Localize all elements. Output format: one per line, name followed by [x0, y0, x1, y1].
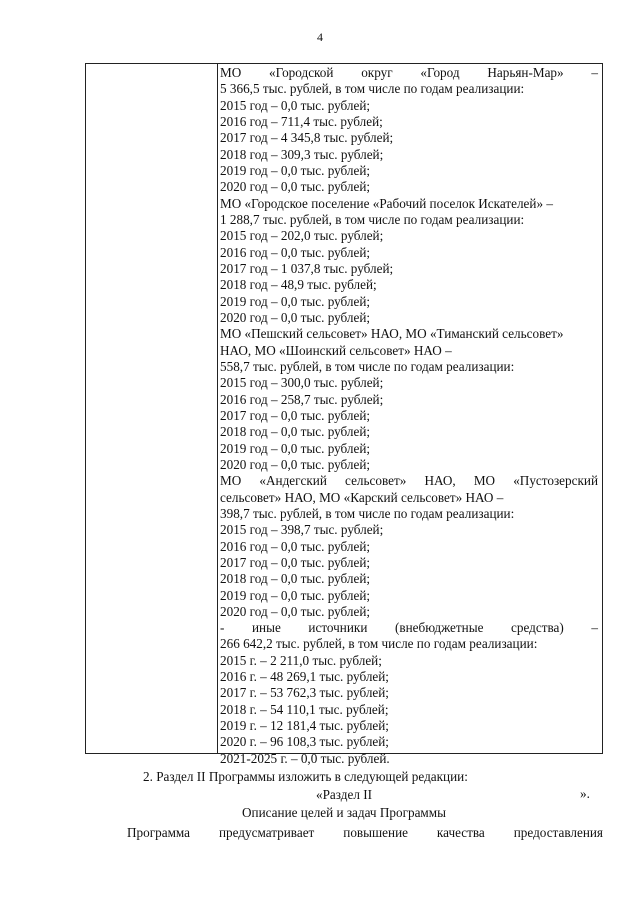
- table-line: 2020 год – 0,0 тыс. рублей;: [220, 603, 371, 619]
- table-line: 2020 г. – 96 108,3 тыс. рублей;: [220, 734, 389, 750]
- table-line: 2015 год – 398,7 тыс. рублей;: [220, 522, 384, 538]
- section-title: «Раздел II: [316, 787, 372, 802]
- table-line: 5 366,5 тыс. рублей, в том числе по годам реализации:: [220, 81, 525, 97]
- body-paragraph-first-line: Программа предусматривает повышение качества предоставления: [127, 825, 603, 840]
- table-line: 2015 г. – 2 211,0 тыс. рублей;: [220, 652, 382, 668]
- section-subtitle: Описание целей и задач Программы: [242, 805, 446, 820]
- table-right-cell: [220, 65, 598, 767]
- table-line: 2016 год – 258,7 тыс. рублей;: [220, 391, 384, 407]
- table-line: МО «Пешский сельсовет» НАО, МО «Тиманский сельсовет»: [220, 326, 564, 342]
- table-line: 2017 год – 0,0 тыс. рублей;: [220, 407, 371, 423]
- table-line: 558,7 тыс. рублей, в том числе по годам реализации:: [220, 358, 515, 374]
- table-line: МО «Городской округ «Город Нарьян-Мар» –: [220, 65, 598, 80]
- content-table: [85, 63, 603, 766]
- table-line: 2019 год – 0,0 тыс. рублей;: [220, 162, 371, 178]
- table-line: 2019 год – 0,0 тыс. рублей;: [220, 440, 371, 456]
- table-line: 266 642,2 тыс. рублей, в том числе по годам реализации:: [220, 636, 538, 652]
- table-line: 2020 год – 0,0 тыс. рублей;: [220, 456, 371, 472]
- table-line: 2020 год – 0,0 тыс. рублей;: [220, 309, 371, 325]
- table-line: МО «Андегский сельсовет» НАО, МО «Пустозерский: [220, 473, 598, 489]
- table-line: 2019 г. – 12 181,4 тыс. рублей;: [220, 718, 389, 734]
- table-line: 2016 год – 0,0 тыс. рублей;: [220, 538, 371, 554]
- table-line: 2017 год – 4 345,8 тыс. рублей;: [220, 130, 394, 146]
- table-line: - иные источники (внебюджетные средства) –: [220, 620, 598, 636]
- table-line: 2015 год – 0,0 тыс. рублей;: [220, 97, 371, 113]
- table-line: 2019 год – 0,0 тыс. рублей;: [220, 587, 371, 603]
- table-line: 2017 год – 1 037,8 тыс. рублей;: [220, 260, 394, 276]
- page-number: 4: [317, 30, 323, 44]
- table-line: 2018 год – 0,0 тыс. рублей;: [220, 571, 371, 587]
- section-text: [85, 769, 603, 841]
- table-line: 1 288,7 тыс. рублей, в том числе по годам реализации:: [220, 211, 525, 227]
- table-line: 2018 год – 48,9 тыс. рублей;: [220, 277, 377, 293]
- table-line: 2018 г. – 54 110,1 тыс. рублей;: [220, 701, 389, 717]
- section-instruction: 2. Раздел II Программы изложить в следующей редакции:: [143, 769, 468, 784]
- table-line: 2018 год – 309,3 тыс. рублей;: [220, 146, 384, 162]
- closing-quote: ».: [580, 786, 590, 801]
- table-line: 2017 г. – 53 762,3 тыс. рублей;: [220, 685, 389, 701]
- table-line: 2015 год – 300,0 тыс. рублей;: [220, 375, 384, 391]
- table-line: 2018 год – 0,0 тыс. рублей;: [220, 424, 371, 440]
- table-line: МО «Городское поселение «Рабочий поселок Искателей» –: [220, 195, 553, 211]
- table-line: 2017 год – 0,0 тыс. рублей;: [220, 554, 371, 570]
- table-line: 2020 год – 0,0 тыс. рублей;: [220, 179, 371, 195]
- table-line: НАО, МО «Шоинский сельсовет» НАО –: [220, 342, 452, 358]
- table-line: 2016 г. – 48 269,1 тыс. рублей;: [220, 669, 389, 685]
- table-line: 2019 год – 0,0 тыс. рублей;: [220, 293, 371, 309]
- table-line: 398,7 тыс. рублей, в том числе по годам реализации:: [220, 505, 515, 521]
- table-line: 2015 год – 202,0 тыс. рублей;: [220, 228, 384, 244]
- table-column-divider: [217, 64, 218, 753]
- table-line: 2016 год – 0,0 тыс. рублей;: [220, 244, 371, 260]
- table-line: 2021-2025 г. – 0,0 тыс. рублей.: [220, 750, 390, 766]
- table-line: 2016 год – 711,4 тыс. рублей;: [220, 113, 383, 129]
- table-line: сельсовет» НАО, МО «Карский сельсовет» НАО –: [220, 489, 504, 505]
